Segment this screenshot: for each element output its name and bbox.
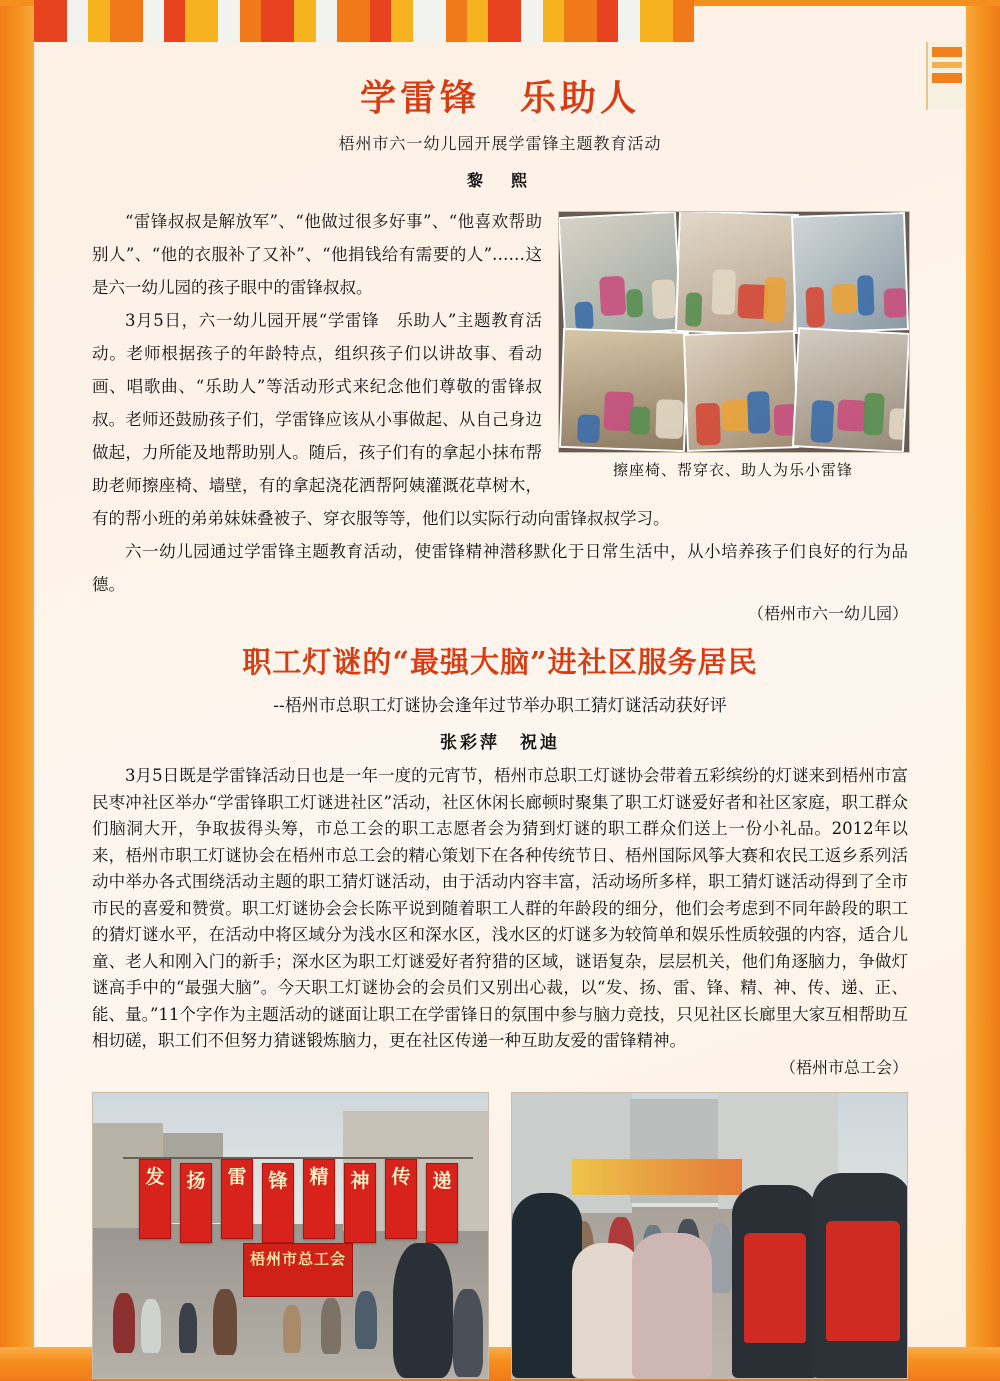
article1-title: 学雷锋 乐助人 (359, 77, 640, 119)
deco-stripe (488, 0, 521, 42)
deco-stripe (261, 0, 294, 42)
person-figure (141, 1299, 161, 1353)
article-lantern-riddle (92, 640, 908, 1379)
riddle-banner: 精 (303, 1159, 335, 1239)
deco-stripe (391, 0, 412, 42)
article1-body-end (92, 535, 908, 601)
person-figure (113, 1293, 135, 1353)
article2-title: 职工灯谜的“最强大脑”进社区服务居民 (242, 645, 758, 679)
child-figure (863, 393, 885, 436)
collage-photo-tile (792, 327, 910, 453)
deco-bar (932, 47, 962, 57)
deco-bar (932, 62, 962, 68)
article2-authors: 张彩萍 祝迪 (440, 733, 560, 753)
article-kindergarten (92, 70, 908, 624)
kindergarten-photo-collage (558, 211, 910, 453)
deco-stripe (370, 0, 391, 42)
red-volunteer-vest (826, 1221, 900, 1341)
riddle-banner: 锋 (262, 1163, 294, 1243)
person-figure (283, 1305, 301, 1353)
collage-photo-tile (791, 212, 909, 334)
deco-stripe (564, 0, 597, 42)
deco-stripe (185, 0, 218, 42)
riddle-banner: 扬 (180, 1163, 212, 1243)
person-figure (321, 1298, 341, 1354)
child-figure (629, 406, 650, 435)
collage-photo-tile (683, 330, 799, 452)
deco-stripe (337, 0, 370, 42)
photo-riddle-banners (92, 1092, 489, 1379)
child-figure (857, 275, 874, 316)
article2-signature: （梧州市总工会） (779, 1057, 908, 1077)
decorative-corner-block (926, 42, 966, 110)
deco-stripe (640, 0, 673, 42)
page-border-right (966, 0, 1000, 1381)
deco-stripe (413, 0, 446, 42)
deco-stripe (446, 0, 467, 42)
crowd-figure (710, 1223, 732, 1293)
article1-paragraph: “雷锋叔叔是解放军”、“他做过很多好事”、“他喜欢帮助别人”、“他的衣服补了又补”、“他捐钱给有需要的人”……这是六一幼儿园的孩子眼中的雷锋叔叔。 (92, 212, 542, 297)
article2-subtitle: --梧州市总职工灯谜协会逢年过节举办职工猜灯谜活动获好评 (273, 696, 727, 716)
article1-paragraph: 六一幼儿园通过学雷锋主题教育活动，使雷锋精神潜移默化于日常生活中，从小培养孩子们良好的行为品德。 (92, 542, 908, 594)
article1-subtitle: 梧州市六一幼儿园开展学雷锋主题教育活动 (338, 134, 662, 153)
child-figure (747, 391, 770, 434)
child-figure (655, 399, 683, 439)
person-figure (355, 1291, 377, 1349)
article1-signature: （梧州市六一幼儿园） (747, 604, 908, 623)
child-figure (577, 414, 600, 443)
collage-photo-tile (675, 211, 799, 336)
collage-photo-tile (559, 328, 689, 452)
child-figure (574, 301, 593, 330)
article1-author: 黎 熙 (466, 171, 533, 190)
deco-stripe (597, 0, 618, 42)
deco-stripe (218, 0, 239, 42)
deco-stripe (467, 0, 488, 42)
deco-stripe (164, 0, 185, 42)
deco-stripe (34, 0, 67, 42)
page-content (92, 62, 908, 1379)
riddle-banner: 传 (385, 1159, 417, 1239)
collage-photo-tile (558, 211, 682, 337)
deco-stripe (294, 0, 315, 42)
child-figure (805, 287, 824, 328)
deco-stripe (673, 0, 694, 42)
page-border-left (0, 0, 34, 1381)
deco-stripe (240, 0, 261, 42)
person-figure (179, 1303, 197, 1353)
article1-photo-block (558, 211, 908, 480)
child-figure (888, 408, 910, 440)
photo-volunteers (511, 1092, 908, 1379)
child-figure (884, 288, 908, 318)
person-figure (453, 1289, 483, 1377)
riddle-banner: 雷 (221, 1159, 253, 1239)
person-figure (393, 1243, 453, 1378)
article2-photo-row (92, 1092, 908, 1379)
person-figure (213, 1289, 237, 1355)
riddle-banner: 神 (344, 1163, 376, 1243)
deco-stripe (618, 0, 639, 42)
deco-stripe (521, 0, 542, 42)
child-figure (763, 277, 786, 323)
article2-paragraph: 3月5日既是学雷锋活动日也是一年一度的元宵节，梧州市总职工灯谜协会带着五彩缤纷的灯谜来到梧州市富民枣冲社区举办“学雷锋职工灯谜进社区”活动，社区休闲长廊顿时聚集了职工灯谜爱好者和社区家庭，职工群众们脑洞大开，争取拔得头筹，市总工会的职工志愿者会为猜到灯谜的职工群众们送上一份小礼品。2012年以来，梧州市职工灯谜协会在梧州市总工会的精心策划下在各种传统节日、梧州国际风筝大赛和农民工返乡系列活动中举办各式围绕活动主题的职工猜灯谜活动，由于活动内容丰富，活动场所多样，职工猜灯谜活动得到了全市市民的喜爱和赞赏。职工灯谜协会会长陈平说到随着职工人群的年龄段的细分，他们会考虑到不同年龄段的职工的猜灯谜水平，在活动中将区域分为浅水区和深水区，浅水区的灯谜多为较简单和娱乐性质较强的内容，适合儿童、老人和刚入门的新手；深水区为职工灯谜爱好者狩猎的区域，谜语复杂，层层机关，他们角逐脑力，争做灯谜高手中的“最强大脑”。今天职工灯谜协会的会员们又别出心裁，以“发、扬、雷、锋、精、神、传、递、正、能、量。”11个字作为主题活动的谜面让职工在学雷锋日的氛围中参与脑力竞技，只见社区长廊里大家互相帮助互相切磋，职工们不但努力猜谜锻炼脑力，更在社区传递一种互助友爱的雷锋精神。 (92, 766, 908, 1050)
child-figure (599, 276, 626, 316)
deco-stripe (67, 0, 88, 42)
child-figure (831, 284, 857, 314)
deco-stripe (110, 0, 143, 42)
deco-stripe (543, 0, 564, 42)
booth-banner: 梧州市总工会 (243, 1243, 353, 1297)
riddle-banner: 递 (426, 1163, 458, 1243)
deco-stripe (88, 0, 109, 42)
article2-body (92, 763, 908, 1055)
deco-bar (932, 73, 962, 83)
foreground-person (632, 1233, 712, 1378)
decorative-stripes (34, 0, 694, 42)
child-figure (712, 269, 737, 315)
child-figure (626, 289, 643, 318)
event-tent (572, 1159, 742, 1195)
riddle-banner: 发 (139, 1159, 171, 1239)
deco-stripe (143, 0, 164, 42)
red-volunteer-vest (744, 1233, 806, 1343)
child-figure (810, 400, 834, 443)
article1-photo-caption: 擦座椅、帮穿衣、助人为乐小雷锋 (612, 461, 853, 479)
banner-string (123, 1157, 473, 1159)
deco-stripe (316, 0, 337, 42)
child-figure (685, 292, 702, 327)
child-figure (651, 279, 676, 319)
article1-paragraph: 3月5日，六一幼儿园开展“学雷锋 乐助人”主题教育活动。老师根据孩子的年龄特点，组织孩子们以讲故事、看动画、唱歌曲、“乐助人”等活动形式来纪念他们尊敬的雷锋叔叔。老师还鼓励孩子们，学雷锋应该从小事做起、从自己身边做起，力所能及地帮助别人。随后，孩子们有的拿起小抹布帮助老师擦座椅、墙壁，有的拿起浇花洒帮阿姨灌溉花草树木，有的帮小班的弟弟妹妹叠被子、穿衣服等等，他们以实际行动向雷锋叔叔学习。 (92, 311, 670, 528)
child-figure (695, 403, 720, 446)
